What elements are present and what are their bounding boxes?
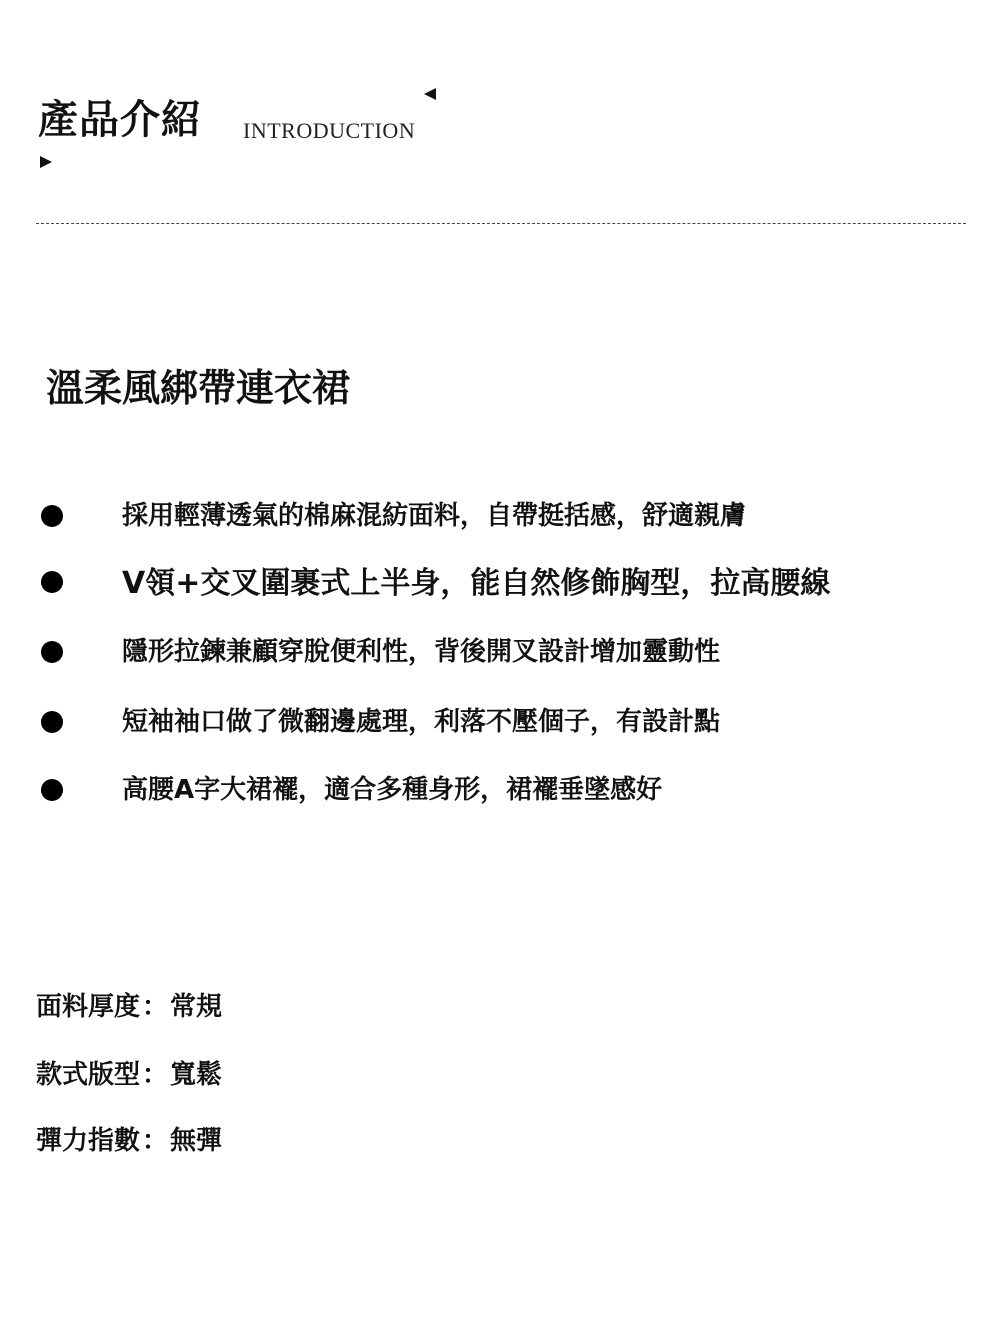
bullet-icon <box>41 641 63 663</box>
feature-text: 隱形拉鍊兼顧穿脫便利性，背後開叉設計增加靈動性 <box>122 637 721 667</box>
triangle-left-icon <box>424 88 436 100</box>
product-name: 溫柔風綁帶連衣裙 <box>46 366 351 410</box>
spec-separator: ： <box>142 1060 169 1090</box>
bullet-icon <box>41 779 63 801</box>
bullet-icon <box>41 711 63 733</box>
dashed-divider <box>36 223 966 224</box>
spec-value: 無彈 <box>170 1126 223 1156</box>
bullet-icon <box>41 571 63 593</box>
page-subtitle: INTRODUCTION <box>243 118 416 143</box>
spec-row <box>36 1054 436 1094</box>
list-item <box>0 626 1000 666</box>
list-item <box>0 556 1000 601</box>
spec-row <box>36 986 436 1026</box>
feature-text: V領+交叉圍裹式上半身，能自然修飾胸型，拉高腰線 <box>122 566 831 601</box>
spec-label: 面料厚度 <box>36 992 141 1022</box>
spec-separator: ： <box>142 1126 169 1156</box>
header <box>0 0 1000 240</box>
list-item <box>0 490 1000 530</box>
list-item <box>0 764 1000 804</box>
feature-text: 短袖袖口做了微翻邊處理，利落不壓個子，有設計點 <box>122 707 721 737</box>
spec-value: 常規 <box>170 992 223 1022</box>
spec-row <box>36 1120 436 1160</box>
spec-value: 寬鬆 <box>170 1060 223 1090</box>
list-item <box>0 696 1000 736</box>
triangle-right-icon <box>40 156 52 168</box>
feature-text: 採用輕薄透氣的棉麻混紡面料，自帶挺括感，舒適親膚 <box>122 501 747 531</box>
spec-separator: ： <box>142 992 169 1022</box>
spec-label: 彈力指數 <box>36 1126 141 1156</box>
feature-text: 高腰A字大裙襬，適合多種身形，裙襬垂墜感好 <box>122 775 663 805</box>
bullet-icon <box>41 505 63 527</box>
page-title: 產品介紹 <box>38 97 202 143</box>
spec-label: 款式版型 <box>36 1060 141 1090</box>
